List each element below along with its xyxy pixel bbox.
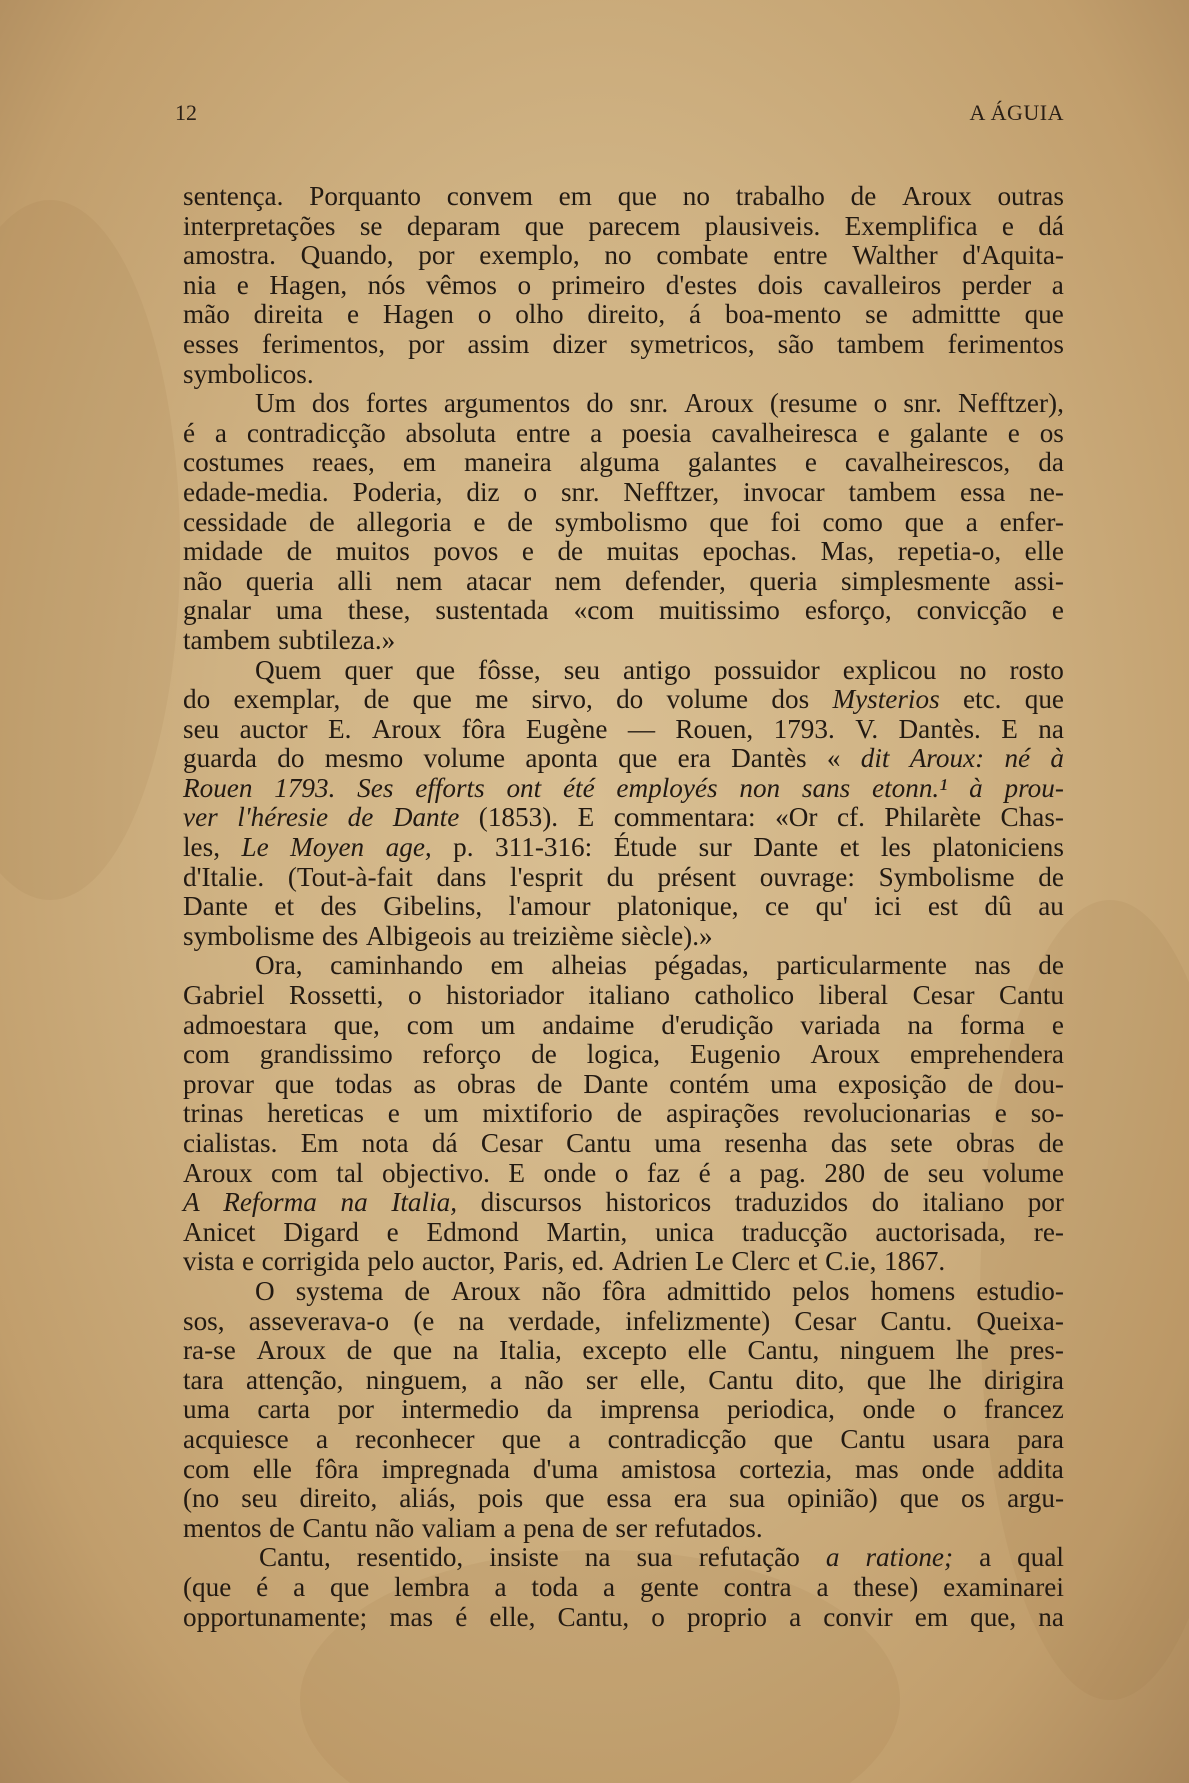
text-line: sos, asseverava-o (e na verdade, infelizmente) Cesar Cantu. Queixa- (183, 1305, 1064, 1336)
text-line: sentença. Porquanto convem em que no trabalho de Aroux outras (183, 181, 1064, 211)
text-line: acquiesce a reconhecer que a contradicção que Cantu usara para (183, 1423, 1064, 1454)
text-line: Anicet Digard e Edmond Martin, unica traducção auctorisada, re- (183, 1216, 1064, 1247)
running-title: A ÁGUIA (969, 100, 1064, 125)
text-line: (que é a que lembra a toda a gente contra a these) examinarei (183, 1571, 1064, 1602)
text-line: ra-se Aroux de que na Italia, excepto elle Cantu, ninguem lhe pres- (183, 1335, 1064, 1366)
text-line: trinas hereticas e um mixtiforio de aspirações revolucionarias e so- (183, 1098, 1064, 1129)
text-line: d'Italie. (Tout-à-fait dans l'esprit du présent ouvrage: Symbolisme de (183, 861, 1064, 892)
text-line: é a contradicção absoluta entre a poesia cavalheiresca e galante e os (183, 417, 1064, 448)
text-line: (no seu direito, aliás, pois que essa era sua opinião) que os argu- (183, 1483, 1064, 1514)
text-line: Quem quer que fôsse, seu antigo possuidor explicou no rosto (255, 654, 1064, 685)
page-number: 12 (175, 100, 197, 125)
text-line: com elle fôra impregnada d'uma amistosa cortezia, mas onde addita (183, 1453, 1064, 1484)
text-line: cialistas. Em nota dá Cesar Cantu uma resenha das sete obras de (183, 1128, 1064, 1158)
text-line: mão direita e Hagen o olho direito, á boa-mento se admittte que (183, 299, 1064, 330)
text-line: esses ferimentos, por assim dizer symetricos, são tambem ferimentos (183, 328, 1064, 359)
text-line: Gabriel Rossetti, o historiador italiano catholico liberal Cesar Cantu (183, 980, 1064, 1011)
text-line: opportunamente; mas é elle, Cantu, o proprio a convir em que, na (183, 1601, 1064, 1632)
text-line: ver l'héresie de Dante (1853). E commentara: «Or cf. Philarète Chas- (183, 802, 1064, 833)
text-line: tara attenção, ninguem, a não ser elle, Cantu dito, que lhe dirigira (183, 1364, 1064, 1395)
text-line: seu auctor E. Aroux fôra Eugène — Rouen, 1793. V. Dantès. E na (183, 713, 1064, 744)
text-line: tambem subtileza.» (183, 624, 396, 655)
text-line: vista e corrigida pelo auctor, Paris, ed. Adrien Le Clerc et C.ie, 1867. (183, 1246, 946, 1277)
text-line: Cantu, resentido, insiste na sua refutação a ratione; a qual (259, 1542, 1064, 1573)
text-line: interpretações se deparam que parecem plausiveis. Exemplifica e dá (183, 210, 1064, 241)
text-line: Ora, caminhando em alheias pégadas, particularmente nas de (255, 950, 1064, 981)
text-line: costumes reaes, em maneira alguma galantes e cavalheirescos, da (183, 447, 1064, 478)
text-line: les, Le Moyen age, p. 311-316: Étude sur Dante et les platoniciens (183, 832, 1064, 863)
text-line: O systema de Aroux não fôra admittido pelos homens estudio- (255, 1275, 1064, 1306)
text-line: midade de muitos povos e de muitas epochas. Mas, repetia-o, elle (183, 536, 1064, 567)
page-header (175, 100, 1064, 130)
text-line: Um dos fortes argumentos do snr. Aroux (resume o snr. Nefftzer), (255, 388, 1064, 419)
text-line: uma carta por intermedio da imprensa periodica, onde o francez (183, 1394, 1064, 1425)
text-line: nia e Hagen, nós vêmos o primeiro d'estes dois cavalleiros perder a (183, 269, 1064, 300)
text-line: mentos de Cantu não valiam a pena de ser refutados. (183, 1512, 763, 1543)
text-line: Dante et des Gibelins, l'amour platonique, ce qu' ici est dû au (183, 891, 1064, 922)
text-line: symbolicos. (183, 358, 314, 389)
text-line: Rouen 1793. Ses efforts ont été employés non sans etonn.¹ à prou- (183, 772, 1064, 803)
text-line: com grandissimo reforço de logica, Eugenio Aroux emprehendera (183, 1039, 1064, 1070)
text-line: provar que todas as obras de Dante contém uma exposição de dou- (183, 1068, 1064, 1099)
text-line: cessidade de allegoria e de symbolismo que foi como que a enfer- (183, 506, 1064, 537)
text-line: do exemplar, de que me sirvo, do volume dos Mysterios etc. que (183, 684, 1064, 715)
text-line: amostra. Quando, por exemplo, no combate entre Walther d'Aquita- (183, 240, 1064, 271)
text-line: guarda do mesmo volume aponta que era Dantès « dit Aroux: né à (183, 743, 1064, 774)
text-line: Aroux com tal objectivo. E onde o faz é a pag. 280 de seu volume (183, 1157, 1064, 1188)
text-line: A Reforma na Italia, discursos historicos traduzidos do italiano por (183, 1187, 1064, 1218)
text-line: admoestara que, com um andaime d'erudição variada na forma e (183, 1009, 1064, 1040)
text-line: symbolisme des Albigeois au treizième siècle).» (183, 920, 713, 951)
text-line: edade-media. Poderia, diz o snr. Nefftzer, invocar tambem essa ne- (183, 476, 1064, 507)
text-line: não queria alli nem atacar nem defender, queria simplesmente assi- (183, 565, 1064, 596)
text-line: gnalar uma these, sustentada «com muitissimo esforço, convicção e (183, 595, 1064, 626)
body-text (183, 182, 1064, 1632)
